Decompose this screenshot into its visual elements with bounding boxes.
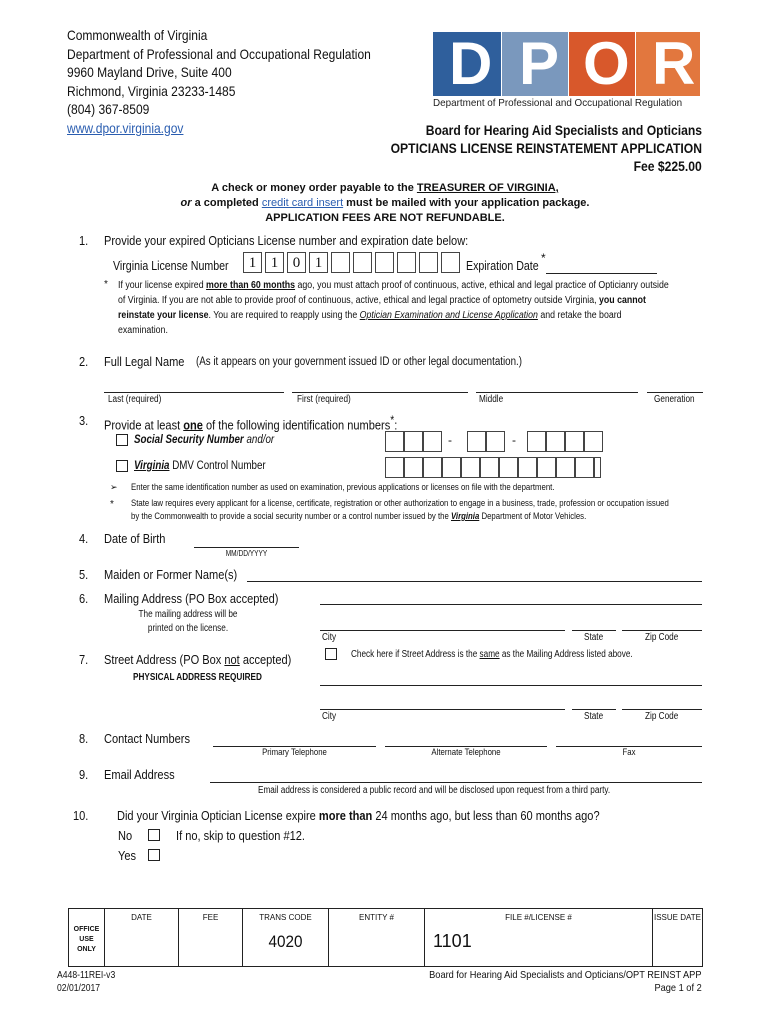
mailing-address-field[interactable] xyxy=(320,604,702,605)
ssn-dash: - xyxy=(448,433,452,447)
mailing-zip-label: Zip Code xyxy=(645,632,679,643)
q9-text: Email Address xyxy=(104,767,175,782)
ssn-dash: - xyxy=(512,433,516,447)
footer-board-line: Board for Hearing Aid Specialists and Opticians/OPT REINST APP xyxy=(429,969,702,981)
page-number: Page 1 of 2 xyxy=(654,982,702,994)
dmv-digit[interactable] xyxy=(385,457,404,478)
dmv-digit[interactable] xyxy=(575,457,594,478)
q5-text: Maiden or Former Name(s) xyxy=(104,567,238,582)
license-digit-9[interactable] xyxy=(419,252,438,273)
first-name-field[interactable] xyxy=(292,392,468,393)
street-state-field[interactable] xyxy=(572,709,616,710)
city-address: Richmond, Virginia 23233-1485 xyxy=(67,82,236,99)
q7-text: Street Address (PO Box not accepted) xyxy=(104,652,292,667)
form-date: 02/01/2017 xyxy=(57,982,101,994)
mailing-city-field[interactable] xyxy=(320,630,565,631)
q3-text: Provide at least one of the following identification numbers*: xyxy=(104,413,398,433)
q3-number: 3. xyxy=(79,413,89,428)
license-digit-10[interactable] xyxy=(441,252,460,273)
arrow-right-icon: ➢ xyxy=(110,482,118,492)
q6-number: 6. xyxy=(79,591,89,606)
q4-number: 4. xyxy=(79,531,89,546)
ssn-digit[interactable] xyxy=(385,431,404,452)
ssn-label: Social Security Number and/or xyxy=(134,434,275,446)
office-use-table xyxy=(68,908,703,967)
email-public-note: Email address is considered a public record and will be disclosed upon request from a third party. xyxy=(258,785,611,796)
board-title: Board for Hearing Aid Specialists and Opticians xyxy=(425,123,702,138)
dmv-checkbox[interactable] xyxy=(116,460,128,472)
q10-yes-label: Yes xyxy=(118,848,137,863)
q5-number: 5. xyxy=(79,567,89,582)
license-digit-6[interactable] xyxy=(353,252,372,273)
dmv-digit[interactable] xyxy=(537,457,556,478)
office-entity-cell: ENTITY # xyxy=(329,909,425,967)
dmv-digit[interactable] xyxy=(423,457,442,478)
file-license-value: 1101 xyxy=(433,931,472,951)
q10-yes-checkbox[interactable] xyxy=(148,849,160,861)
generation-field[interactable] xyxy=(647,392,703,393)
ssn-digit[interactable] xyxy=(486,431,505,452)
street-address: 9960 Mayland Drive, Suite 400 xyxy=(67,64,232,80)
ssn-digit[interactable] xyxy=(467,431,486,452)
logo-letter-o: O xyxy=(583,30,630,97)
license-digit-5[interactable] xyxy=(331,252,350,273)
trans-code-value: 4020 xyxy=(268,932,303,951)
logo-letter-p: P xyxy=(519,30,560,97)
optician-exam-application-link[interactable]: Optician Examination and License Application xyxy=(359,310,538,321)
dmv-digit[interactable] xyxy=(499,457,518,478)
expiration-date-field[interactable] xyxy=(546,273,657,274)
mailing-zip-field[interactable] xyxy=(622,630,702,631)
physical-address-required: PHYSICAL ADDRESS REQUIRED xyxy=(133,672,262,683)
ssn-digit[interactable] xyxy=(546,431,565,452)
q2-hint: (As it appears on your government issued ID or other legal documentation.) xyxy=(196,356,523,368)
id-arrow-note: Enter the same identification number as used on examination, previous applications or licenses on file with the department. xyxy=(131,482,555,493)
form-title: OPTICIANS LICENSE REINSTATEMENT APPLICATION xyxy=(390,141,702,156)
license-digit-4[interactable]: 1 xyxy=(309,252,328,273)
alternate-phone-label: Alternate Telephone xyxy=(431,747,501,758)
dob-format-label: MM/DD/YYYY xyxy=(225,549,268,558)
q1-note: If your license expired more than 60 months ago, you must attach proof of continuous, active, ethical and legal practice of Opticianry outside of Virginia. If you are not able to provide proof of continuous, active, ethical and legal practice of optometry outside Virginia, you cannot reinstate your license. You are required to reapply using the Optician Examination and License Application and retake the board examination. xyxy=(118,280,669,336)
dmv-digit[interactable] xyxy=(461,457,480,478)
street-city-field[interactable] xyxy=(320,709,565,710)
q2-number: 2. xyxy=(79,354,89,369)
mailing-state-field[interactable] xyxy=(572,630,616,631)
dmv-boxes[interactable] xyxy=(385,457,605,479)
mailing-note-2: printed on the license. xyxy=(147,623,229,634)
dmv-digit[interactable] xyxy=(404,457,423,478)
dept-name: Department of Professional and Occupational Regulation xyxy=(67,45,371,62)
phone-number: (804) 367-8509 xyxy=(67,101,150,117)
asterisk-icon: * xyxy=(541,251,546,265)
license-digit-2[interactable]: 1 xyxy=(265,252,284,273)
q6-text: Mailing Address (PO Box accepted) xyxy=(104,591,279,606)
logo-letter-r: R xyxy=(652,30,696,97)
q1-text: Provide your expired Opticians License number and expiration date below: xyxy=(104,233,469,248)
license-digit-3[interactable]: 0 xyxy=(287,252,306,273)
first-name-label: First (required) xyxy=(297,394,351,405)
q10-number: 10. xyxy=(73,808,89,823)
asterisk-icon: * xyxy=(104,279,108,290)
office-date-cell: DATE xyxy=(105,909,179,967)
dmv-digit[interactable] xyxy=(556,457,575,478)
q1-number: 1. xyxy=(79,233,89,248)
street-address-field[interactable] xyxy=(320,685,702,686)
website-link[interactable]: www.dpor.virginia.gov xyxy=(67,119,184,136)
office-trans-code-cell: TRANS CODE 4020 xyxy=(243,909,329,967)
fees-not-refundable: APPLICATION FEES ARE NOT REFUNDABLE. xyxy=(265,212,505,224)
office-fee-cell: FEE xyxy=(179,909,243,967)
ssn-digit[interactable] xyxy=(527,431,546,452)
q4-text: Date of Birth xyxy=(104,531,166,546)
dmv-digit[interactable] xyxy=(480,457,499,478)
logo-letter-d: D xyxy=(449,30,493,97)
ssn-digit[interactable] xyxy=(404,431,423,452)
payment-line-2: or a completed credit card insert must be mailed with your application package. xyxy=(180,197,590,209)
same-address-label: Check here if Street Address is the same as the Mailing Address listed above. xyxy=(351,649,633,660)
street-zip-field[interactable] xyxy=(622,709,702,710)
state-law-note-1: State law requires every applicant for a license, certificate, registration or other authorization to engage in a business, trade, profession or occupation issued xyxy=(131,498,669,509)
same-address-checkbox[interactable] xyxy=(325,648,337,660)
ssn-boxes[interactable] xyxy=(385,431,702,453)
mailing-city-label: City xyxy=(322,632,337,643)
asterisk-icon: * xyxy=(110,499,114,510)
q8-text: Contact Numbers xyxy=(104,731,190,746)
license-digit-1[interactable]: 1 xyxy=(243,252,262,273)
office-file-license-cell: FILE #/LICENSE # 1101 xyxy=(425,909,653,967)
ssn-digit[interactable] xyxy=(423,431,442,452)
dmv-label: Virginia DMV Control Number xyxy=(134,460,266,472)
maiden-name-field[interactable] xyxy=(247,581,702,582)
org-name: Commonwealth of Virginia xyxy=(67,27,208,43)
mailing-note-1: The mailing address will be xyxy=(138,609,238,620)
q9-number: 9. xyxy=(79,767,89,782)
dmv-digit[interactable] xyxy=(518,457,537,478)
ssn-digit[interactable] xyxy=(565,431,584,452)
last-name-label: Last (required) xyxy=(108,394,162,405)
middle-name-field[interactable] xyxy=(476,392,638,393)
q10-no-note: If no, skip to question #12. xyxy=(176,828,306,843)
dmv-digit[interactable] xyxy=(442,457,461,478)
credit-card-insert-link[interactable]: credit card insert xyxy=(261,197,344,209)
mailing-state-label: State xyxy=(584,632,604,643)
last-name-field[interactable] xyxy=(104,392,284,393)
q7-number: 7. xyxy=(79,652,89,667)
date-of-birth-field[interactable] xyxy=(194,547,299,548)
primary-phone-label: Primary Telephone xyxy=(262,747,327,758)
middle-name-label: Middle xyxy=(479,394,504,405)
q8-number: 8. xyxy=(79,731,89,746)
street-zip-label: Zip Code xyxy=(645,711,679,722)
office-use-label: OFFICE USE ONLY xyxy=(69,909,105,967)
fee-amount: Fee $225.00 xyxy=(633,159,702,174)
q2-text: Full Legal Name xyxy=(104,354,185,369)
office-issue-date-cell: ISSUE DATE xyxy=(653,909,703,967)
q10-no-label: No xyxy=(118,828,133,843)
q10-text: Did your Virginia Optician License expire more than 24 months ago, but less than 60 months ago? xyxy=(117,808,600,823)
license-number-label: Virginia License Number xyxy=(113,259,229,273)
payment-line-1: A check or money order payable to the TREASURER OF VIRGINIA, xyxy=(211,182,559,194)
license-number-boxes[interactable] xyxy=(243,252,463,274)
ssn-checkbox[interactable] xyxy=(116,434,128,446)
license-digit-8[interactable] xyxy=(397,252,416,273)
street-state-label: State xyxy=(584,711,604,722)
state-law-note-2: by the Commonwealth to provide a social security number or a control number issued by the Virginia Department of Motor Vehicles. xyxy=(131,511,587,522)
q10-no-checkbox[interactable] xyxy=(148,829,160,841)
dmv-digit[interactable] xyxy=(594,457,601,478)
license-digit-7[interactable] xyxy=(375,252,394,273)
email-field[interactable] xyxy=(210,782,702,783)
form-id: A448-11REI-v3 xyxy=(57,969,116,981)
street-city-label: City xyxy=(322,711,337,722)
expiration-date-label: Expiration Date xyxy=(466,259,539,273)
generation-label: Generation xyxy=(654,394,695,405)
fax-label: Fax xyxy=(622,747,636,758)
logo-caption: Department of Professional and Occupational Regulation xyxy=(433,97,683,109)
ssn-digit[interactable] xyxy=(584,431,603,452)
